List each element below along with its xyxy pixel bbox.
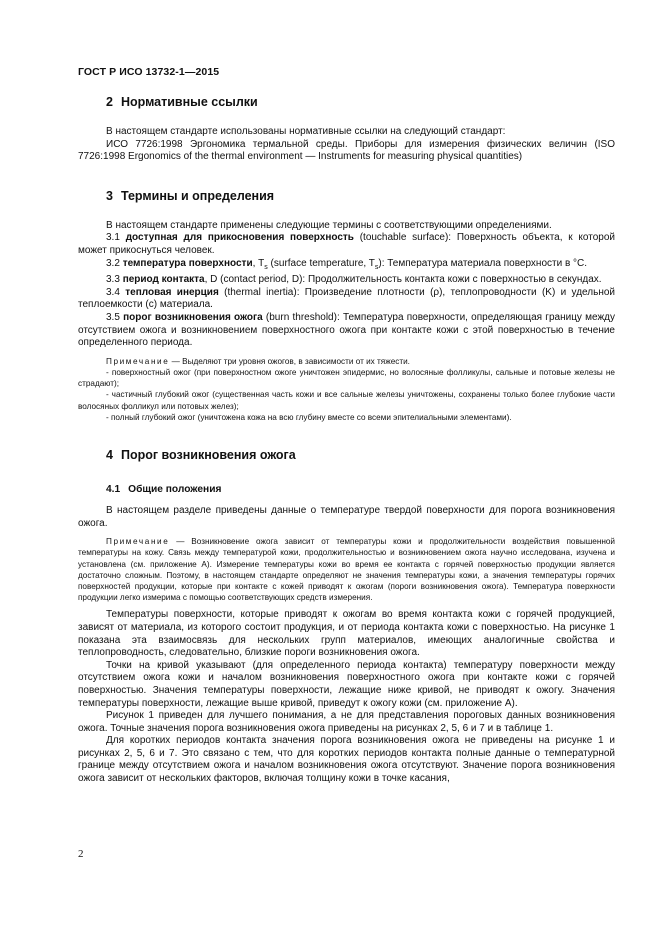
term-definition xyxy=(78,312,615,350)
section-title: Термины и определения xyxy=(120,188,275,203)
subsection-number: 4.1 xyxy=(106,483,121,495)
paragraph: ИСО 7726:1998 Эргономика термальной среды. Приборы для измерения физических величин (ISO 7726:1998 Ergonomics of the thermal environment — Instruments for measuring physical quantities) xyxy=(78,138,615,163)
term-number: 3.4 xyxy=(106,286,120,298)
note xyxy=(78,356,615,367)
term: температура поверхности xyxy=(122,257,253,269)
document-header: ГОСТ Р ИСО 13732-1—2015 xyxy=(78,66,220,78)
section-3-heading xyxy=(78,188,615,204)
term: доступная для прикосновения поверхность xyxy=(125,232,354,244)
note-text: — Выделяют три уровня ожогов, в зависимости от их тяжести. xyxy=(169,356,410,366)
paragraph: Для коротких периодов контакта значения порога возникновения ожога не приведены на рисунке 1 и рисунках 2, 5, 6 и 7. Это связано с тем, что для коротких периодов контакта полные данные о температурной границе между отсутствием ожога и началом возникновения ожога отсутствуют. Значение порога возникновения ожога зависит от нескольких факторов, включая толщину кожи в точке касания, xyxy=(78,735,615,785)
term-definition xyxy=(78,232,615,257)
term-number: 3.1 xyxy=(106,232,120,244)
symbol-subscript: s xyxy=(374,263,379,271)
paragraph: В настоящем стандарте применены следующие термины с соответствующими определениями. xyxy=(106,219,552,231)
symbol: , T xyxy=(252,257,265,269)
definition: ): Температура материала поверхности в °C. xyxy=(378,257,588,269)
definition: , D (contact period, D): Продолжительность контакта кожи с поверхностью в секундах. xyxy=(204,274,602,286)
term: тепловая инерция xyxy=(125,286,219,298)
note-text: — Возникновение ожога зависит от температуры кожи и продолжительности воздействия повышенной температуры на кожу. Связь между температурой кожи, продолжительностью и возникновением ожога научно исследована, изучена и установлена (см. приложение А). Измерение температуры кожи во время ее контакта с горячей поверхностью продукции является достаточно сложным. Поэтому, в настоящем стандарте определяют не значения температуры кожи, а значения температуры горячих поверхностей продукции, которые при контакте с кожей приводят к ожогам (пороги возникновения ожога). Температура поверхности продукции легко измерима с помощью соответствующих средств измерения. xyxy=(78,537,615,603)
term-number: 3.3 xyxy=(106,274,120,286)
subsection-title: Общие положения xyxy=(128,483,222,495)
definition: (thermal inertia): Произведение плотности (ρ), теплопроводности (K) и удельной теплоемкости (c) материала. xyxy=(78,286,615,311)
paragraph: Температуры поверхности, которые приводят к ожогам во время контакта кожи с горячей продукцией, зависят от материала, из которого состоит продукция, и от периода контакта кожи с поверхностью. На рисунке 1 показана эта взаимосвязь для нескольких групп материалов, имеющих аналогичные свойства и теплопроводность, следовательно, близкие пороги возникновения ожога. xyxy=(78,609,615,659)
note-label: Примечание xyxy=(106,356,170,366)
term-definition xyxy=(78,258,615,275)
section-number: 2 xyxy=(106,95,113,109)
note-list-item: - поверхностный ожог (при поверхностном ожоге уничтожен эпидермис, но волосяные фолликулы, сальные и потовые железы не страдают); xyxy=(78,367,615,389)
note xyxy=(78,536,615,603)
paragraph: В настоящем разделе приведены данные о температуре твердой поверхности для порога возникновения ожога. xyxy=(78,504,615,529)
definition: (surface temperature, T xyxy=(267,257,375,269)
section-title: Нормативные ссылки xyxy=(120,95,258,109)
term-definition xyxy=(78,287,615,312)
term: порог возникновения ожога xyxy=(123,311,263,323)
section-title: Порог возникновения ожога xyxy=(120,447,296,462)
term-number: 3.2 xyxy=(106,257,120,269)
term-number: 3.5 xyxy=(106,311,120,323)
paragraph: Точки на кривой указывают (для определенного периода контакта) температуру поверхности между отсутствием ожога кожи и началом возникновения поверхностного ожога при контакте кожи с горячей поверхностью. Значения температуры поверхности, лежащие ниже кривой, не приводят к ожогу. Значения температуры поверхности, лежащие выше кривой, приведут к ожогу кожи (см. приложение А). xyxy=(78,659,615,709)
section-2-heading xyxy=(78,94,615,110)
section-number: 3 xyxy=(106,188,113,203)
subsection-4-1-heading xyxy=(78,483,615,497)
paragraph: Рисунок 1 приведен для лучшего понимания, а не для представления пороговых данных возникновения ожога. Точные значения порога возникновения ожога приведены на рисунках 2, 5, 6 и 7 и в таблице 1. xyxy=(78,710,615,734)
note-label: Примечание xyxy=(106,537,170,547)
section-4-heading xyxy=(78,447,615,463)
term-definition xyxy=(78,274,615,287)
page-number: 2 xyxy=(78,848,84,860)
page-content xyxy=(78,94,615,786)
paragraph: В настоящем стандарте использованы нормативные ссылки на следующий стандарт: xyxy=(106,126,506,137)
symbol-subscript: s xyxy=(264,263,268,271)
note-list-item: - полный глубокий ожог (уничтожена кожа на всю глубину вместе со всеми эпителиальными элементами). xyxy=(106,412,512,422)
section-number: 4 xyxy=(106,447,113,462)
note-list-item: - частичный глубокий ожог (существенная часть кожи и все сальные железы уничтожены, сохранены только более глубокие части волосяных фолликул или потовых желез); xyxy=(78,390,615,411)
definition: (burn threshold): Температура поверхности, определяющая границу между отсутствием ожога и возникновением поверхностного ожога при контакте кожи с этой поверхностью в течение определенного периода. xyxy=(78,311,615,349)
definition: (touchable surface): Поверхность объекта, к которой может прикоснуться человек. xyxy=(78,232,615,256)
term: период контакта xyxy=(122,274,205,286)
